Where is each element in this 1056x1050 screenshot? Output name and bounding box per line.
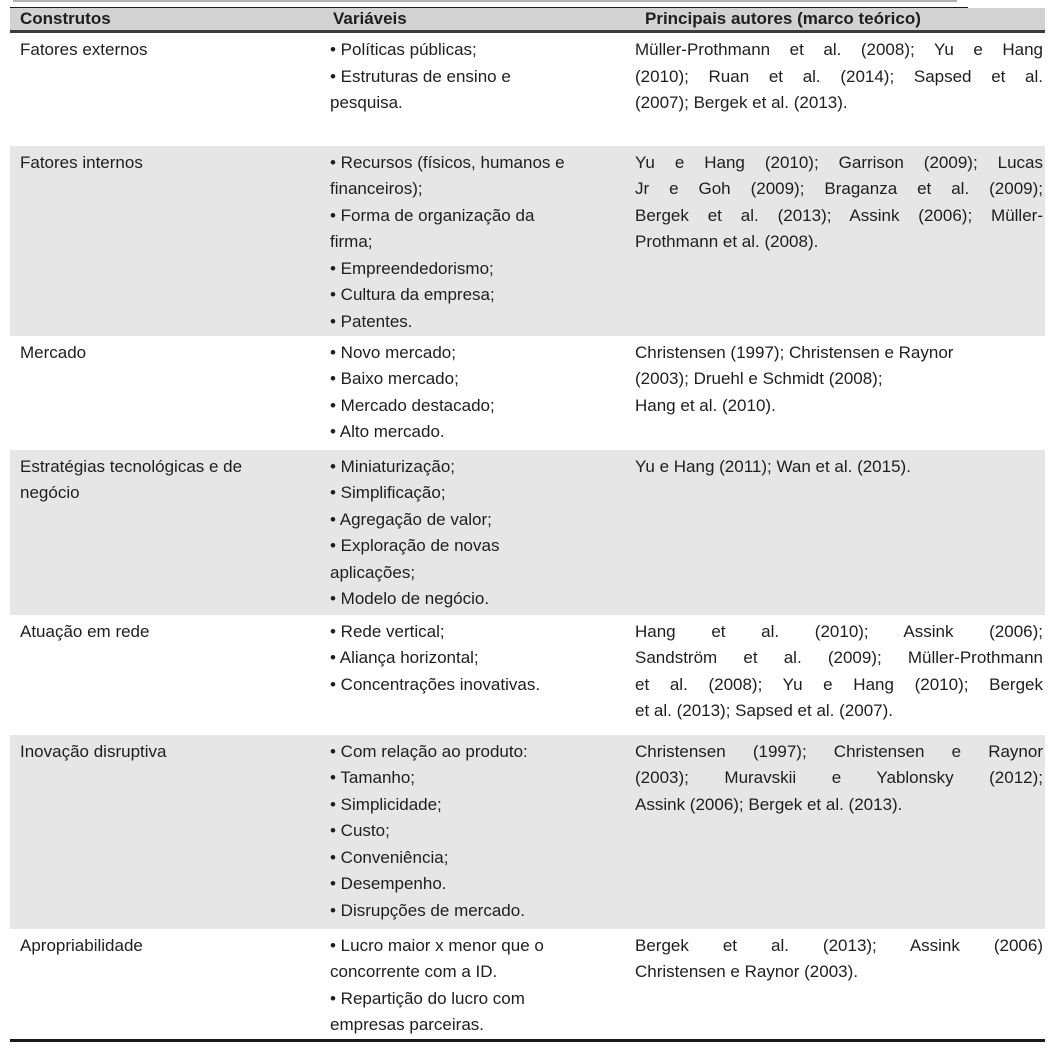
cell-construto: Fatores externos xyxy=(20,40,148,59)
header-autores: Principais autores (marco teórico) xyxy=(635,8,1045,32)
cell-variaveis: • Políticas públicas; • Estruturas de ensino e pesquisa. xyxy=(330,40,511,112)
header-construtos: Construtos xyxy=(10,8,330,32)
row-apropriabilidade xyxy=(10,929,1045,1041)
cell-construto: Atuação em rede xyxy=(20,621,150,641)
cell-autores: Yu e Hang (2010); Garrison (2009); Lucas Jr e Goh (2009); Braganza et al. (2009); Bergek et al. (2013); Assink (2006); Müller- Prothmann et al. (2008). xyxy=(635,146,1045,336)
cell-variaveis: • Miniaturização; • Simplificação; • Agregação de valor; • Exploração de novas aplicações; • Modelo de negócio. xyxy=(330,450,635,615)
cell-construto: Mercado xyxy=(20,342,87,362)
cell-variaveis: • Recursos (físicos, humanos e financeiros); • Forma de organização da firma; • Empreendedorismo; • Cultura da empresa; • Patentes. xyxy=(330,146,635,336)
header-variaveis: Variáveis xyxy=(330,8,635,32)
cell-construto: Apropriabilidade xyxy=(20,935,143,955)
cell-construto: Estratégias tecnológicas e de negócio xyxy=(10,450,330,615)
cell-variaveis: • Lucro maior x menor que o concorrente com a ID. • Repartição do lucro com empresas parceiras. xyxy=(330,935,544,1034)
row-mercado xyxy=(10,336,1045,450)
header-row xyxy=(10,8,1045,32)
cell-autores: Bergek et al. (2013); Assink (2006) Christensen e Raynor (2003). xyxy=(635,935,1043,981)
row-inovacao-disruptiva xyxy=(10,735,1045,929)
row-fatores-internos xyxy=(10,146,1045,336)
cell-variaveis: • Rede vertical; • Aliança horizontal; • Concentrações inovativas. xyxy=(330,621,541,694)
cell-autores: Christensen (1997); Christensen e Raynor (2003); Muravskii e Yablonsky (2012); Assink (2006); Bergek et al. (2013). xyxy=(635,735,1045,929)
cell-variaveis: • Novo mercado; • Baixo mercado; • Mercado destacado; • Alto mercado. xyxy=(330,342,495,441)
top-artifact-line xyxy=(13,0,957,2)
cell-construto: Fatores internos xyxy=(10,146,330,336)
cell-autores: Yu e Hang (2011); Wan et al. (2015). xyxy=(635,450,1045,615)
row-fatores-externos xyxy=(10,32,1045,146)
cell-construto: Inovação disruptiva xyxy=(10,735,330,929)
cell-variaveis: • Com relação ao produto: • Tamanho; • Simplicidade; • Custo; • Conveniência; • Desempenho. • Disrupções de mercado. xyxy=(330,735,635,929)
cell-autores: Hang et al. (2010); Assink (2006); Sandström et al. (2009); Müller-Prothmann et al. (2008); Yu e Hang (2010); Bergek et al. (2013); Sapsed et al. (2007). xyxy=(635,621,1043,720)
constructs-table xyxy=(10,8,1045,1042)
cell-autores: Müller-Prothmann et al. (2008); Yu e Hang (2010); Ruan et al. (2014); Sapsed et al. (2007); Bergek et al. (2013). xyxy=(635,40,1043,112)
row-estrategias-tecnologicas xyxy=(10,450,1045,615)
cell-autores: Christensen (1997); Christensen e Raynor (2003); Druehl e Schmidt (2008); Hang et al. (2010). xyxy=(635,342,954,415)
row-atuacao-em-rede xyxy=(10,615,1045,735)
